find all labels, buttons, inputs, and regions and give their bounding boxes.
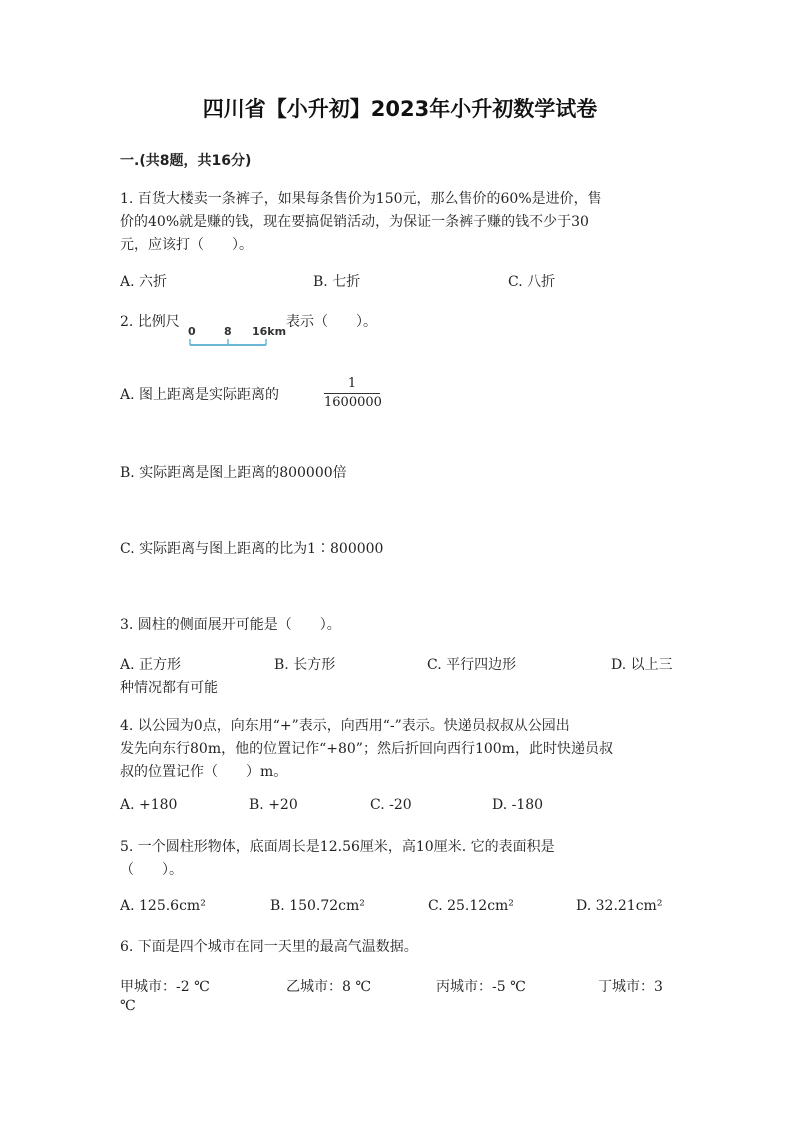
option-b: B. 150.72cm² — [270, 898, 365, 914]
option-b: B. 实际距离是图上距离的800000倍 — [120, 465, 347, 481]
fraction — [324, 376, 380, 411]
question-text: 价的40%就是赚的钱，现在要搞促销活动，为保证一条裤子赚的钱不少于30 — [120, 214, 589, 230]
option-b: B. 长方形 — [274, 657, 336, 673]
question-text: 叔的位置记作（ ）m。 — [120, 764, 288, 780]
option-c: C. 25.12cm² — [428, 898, 514, 914]
option-c: C. -20 — [370, 797, 412, 813]
option-a: A. 六折 — [120, 274, 168, 290]
scale-label-0: 0 — [188, 325, 196, 338]
city-item-4: 丁城市：3 — [598, 979, 663, 995]
option-d-wrap: 种情况都有可能 — [120, 680, 218, 696]
section-heading: 一.(共8题，共16分) — [120, 153, 252, 169]
question-text: 3. 圆柱的侧面展开可能是（ ）。 — [120, 617, 341, 633]
option-c: C. 实际距离与图上距离的比为1∶800000 — [120, 541, 384, 557]
option-a: A. 正方形 — [120, 657, 182, 673]
option-d: D. -180 — [492, 797, 544, 813]
page-title: 四川省【小升初】2023年小升初数学试卷 — [202, 97, 598, 121]
option-a: A. +180 — [120, 797, 178, 813]
scale-bar-figure — [186, 323, 286, 349]
option-c: C. 平行四边形 — [427, 657, 517, 673]
option-b: B. 七折 — [313, 274, 361, 290]
question-text: 5. 一个圆柱形物体，底面周长是12.56厘米，高10厘米. 它的表面积是 — [120, 839, 555, 855]
fraction-bar — [324, 393, 380, 394]
fraction-denominator: 1600000 — [324, 395, 382, 410]
option-d: D. 32.21cm² — [576, 898, 663, 914]
city-item-1: 甲城市：-2 ℃ — [120, 979, 210, 995]
option-b: B. +20 — [249, 797, 298, 813]
question-text: （ ）。 — [120, 862, 183, 878]
question-text: 2. 比例尺 — [120, 314, 180, 330]
question-text: 1. 百货大楼卖一条裤子，如果每条售价为150元，那么售价的60%是进价，售 — [120, 191, 602, 207]
question-text: 6. 下面是四个城市在同一天里的最高气温数据。 — [120, 939, 418, 955]
scale-label-16km: 16km — [252, 325, 286, 338]
city-item-4-wrap: ℃ — [120, 998, 136, 1014]
option-c: C. 八折 — [508, 274, 556, 290]
option-a: A. 图上距离是实际距离的 — [120, 387, 280, 403]
fraction-numerator: 1 — [347, 376, 357, 391]
question-text: 表示（ ）。 — [286, 314, 377, 330]
option-d: D. 以上三 — [611, 657, 673, 673]
scale-label-8: 8 — [224, 325, 232, 338]
question-text: 发先向东行80m，他的位置记作“+80”；然后折回向西行100m，此时快递员叔 — [120, 741, 613, 757]
question-text: 元，应该打（ ）。 — [120, 237, 253, 253]
option-a: A. 125.6cm² — [120, 898, 206, 914]
question-text: 4. 以公园为0点，向东用“+”表示，向西用“-”表示。快递员叔叔从公园出 — [120, 718, 570, 734]
city-item-3: 丙城市：-5 ℃ — [436, 979, 526, 995]
city-item-2: 乙城市：8 ℃ — [286, 979, 372, 995]
